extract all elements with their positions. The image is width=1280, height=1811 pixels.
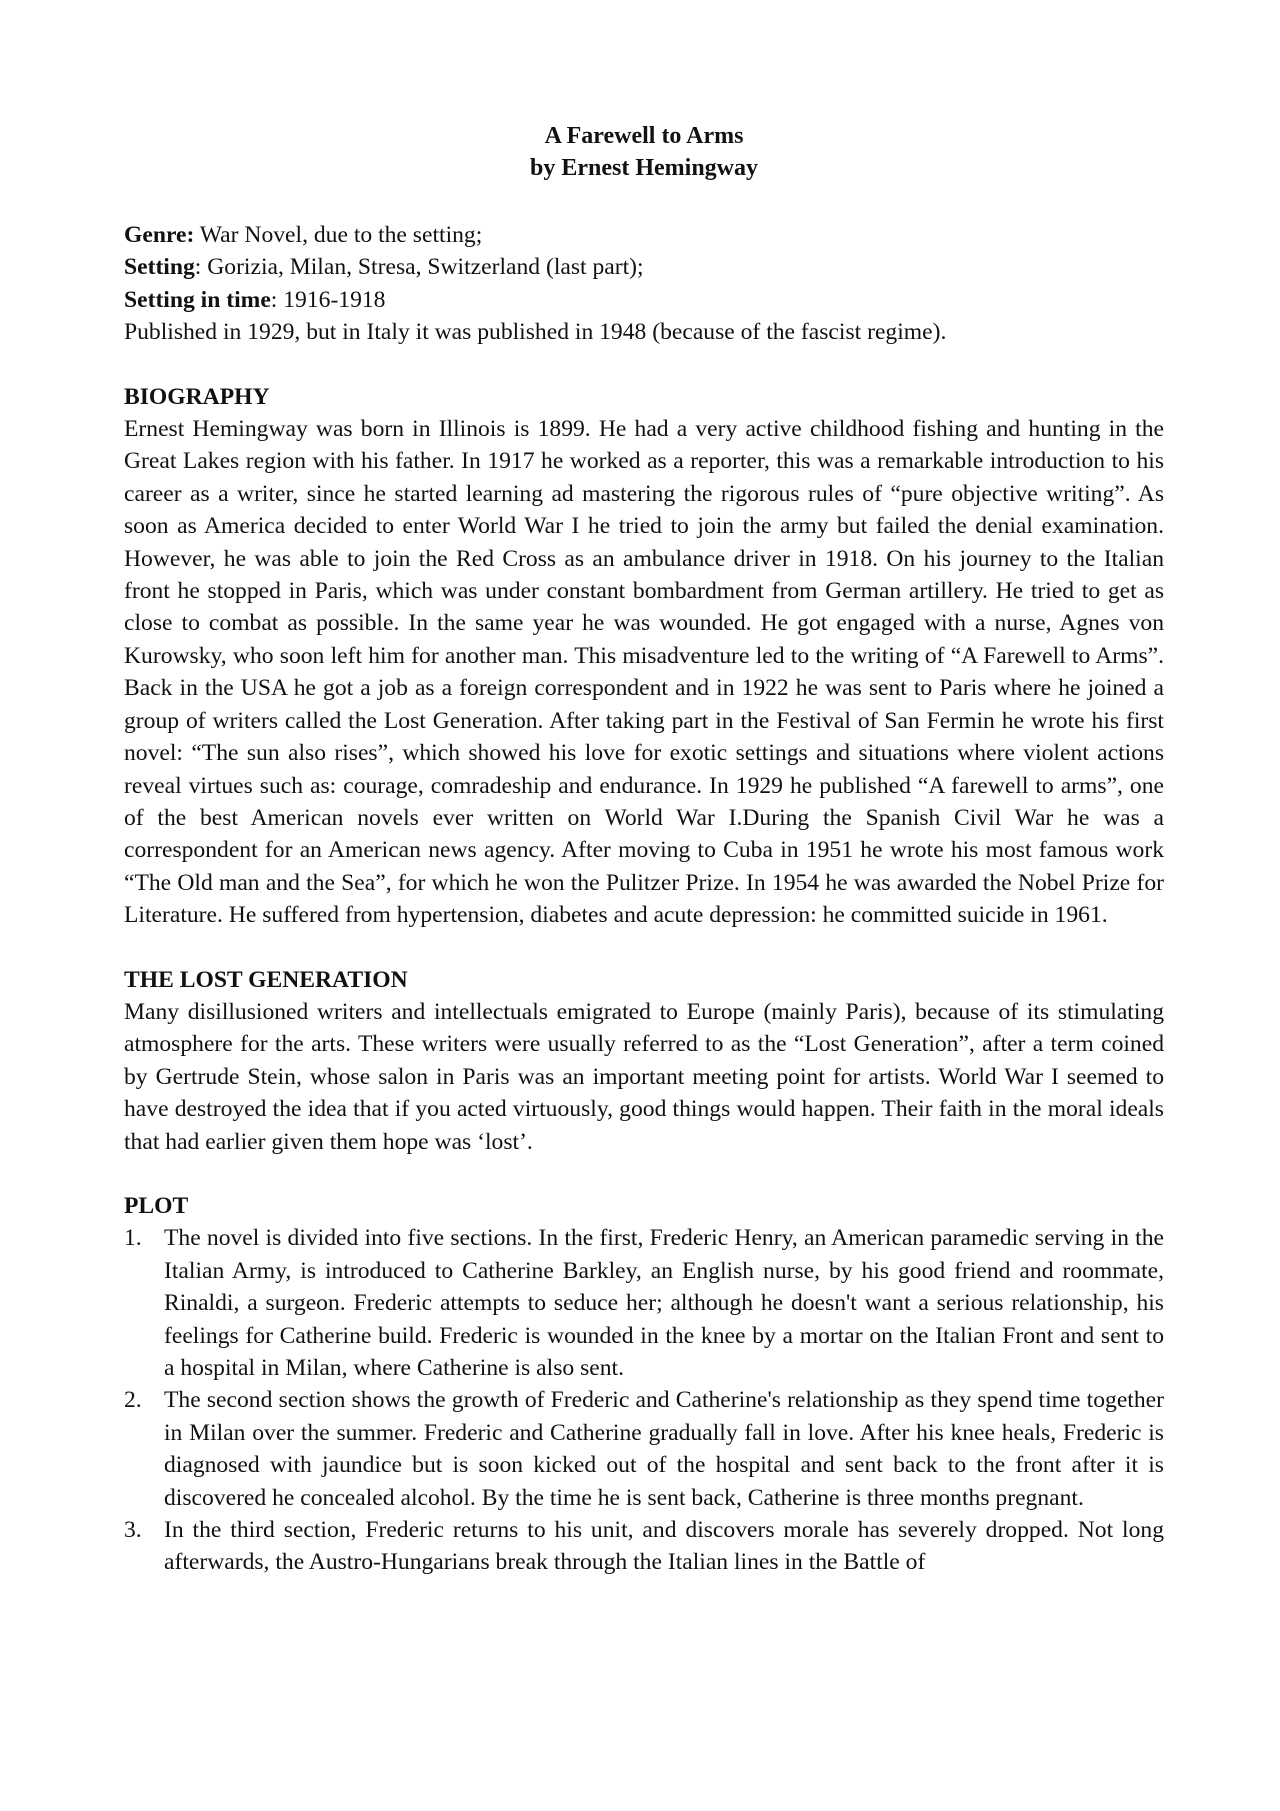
- time-line: [124, 284, 1164, 316]
- lost-generation-text: Many disillusioned writers and intellectuals emigrated to Europe (mainly Paris), because of its stimulating atmosphere for the arts. These writers were usually referred to as the “Lost Generation”, after a term coined by Gertrude Stein, whose salon in Paris was an important meeting point for artists. World War I seemed to have destroyed the idea that if you acted virtuously, good things would happen. Their faith in the moral ideals that had earlier given them hope was ‘lost’.: [124, 998, 1164, 1155]
- plot-item-text: In the third section, Frederic returns to his unit, and discovers morale has severely dropped. Not long afterwards, the Austro-Hungarians break through the Italian lines in the Battle of: [164, 1517, 1164, 1576]
- setting-value: : Gorizia, Milan, Stresa, Switzerland (last part);: [194, 254, 644, 281]
- plot-item-number: 1.: [124, 1225, 142, 1252]
- genre-label: Genre:: [124, 222, 195, 248]
- biography-text: Ernest Hemingway was born in Illinois is 1899. He had a very active childhood fishing and hunting in the Great Lakes region with his father. In 1917 he worked as a reporter, this was a remarkable introduction to his career as a writer, since he started learning ad mastering the rigorous rules of “pure objective writing”. As soon as America decided to enter World War I he tried to join the army but failed the denial examination. However, he was able to join the Red Cross as an ambulance driver in 1918. On his journey to the Italian front he stopped in Paris, which was under constant bombardment from German artillery. He tried to get as close to combat as possible. In the same year he was wounded. He got engaged with a nurse, Agnes von Kurowsky, who soon left him for another man. This misadventure led to the writing of “A Farewell to Arms”. Back in the USA he got a job as a foreign correspondent and in 1922 he was sent to Paris where he joined a group of writers called the Lost Generation. After taking part in the Festival of San Fermin he wrote his first novel: “The sun also rises”, which showed his love for exotic settings and situations where violent actions reveal virtues such as: courage, comradeship and endurance. In 1929 he published “A farewell to arms”, one of the best American novels ever written on World War I.During the Spanish Civil War he was a correspondent for an American news agency. After moving to Cuba in 1951 he wrote his most famous work “The Old man and the Sea”, for which he won the Pulitzer Prize. In 1954 he was awarded the Nobel Prize for Literature. He suffered from hypertension, diabetes and acute depression: he committed suicide in 1961.: [124, 416, 1164, 929]
- book-metadata: [124, 219, 1164, 349]
- genre-value: War Novel, due to the setting;: [194, 222, 483, 248]
- lost-generation-heading: THE LOST GENERATION: [124, 966, 408, 993]
- plot-item: [124, 1514, 1164, 1579]
- setting-label: Setting: [124, 254, 195, 281]
- time-value: : 1916-1918: [270, 286, 386, 313]
- genre-line: [124, 219, 1164, 251]
- plot-item-text: The novel is divided into five sections. In the first, Frederic Henry, an American paramedic serving in the Italian Army, is introduced to Catherine Barkley, an English nurse, by his good friend and roommate, Rinaldi, a surgeon. Frederic attempts to seduce her; although he doesn't want a serious relationship, his feelings for Catherine build. Frederic is wounded in the knee by a mortar on the Italian Front and sent to a hospital in Milan, where Catherine is also sent.: [164, 1225, 1164, 1381]
- setting-line: [124, 251, 1164, 283]
- plot-item-number: 3.: [124, 1517, 142, 1544]
- biography-heading: BIOGRAPHY: [124, 383, 270, 410]
- plot-item: [124, 1384, 1164, 1514]
- plot-section: [124, 1190, 1164, 1579]
- plot-list: [124, 1222, 1164, 1578]
- biography-section: [124, 381, 1164, 932]
- document-author: by Ernest Hemingway: [530, 155, 758, 181]
- plot-item: [124, 1222, 1164, 1384]
- plot-heading: PLOT: [124, 1192, 189, 1219]
- lost-generation-section: [124, 964, 1164, 1158]
- plot-item-number: 2.: [124, 1387, 142, 1414]
- time-label: Setting in time: [124, 286, 271, 313]
- document-title: A Farewell to Arms: [544, 123, 744, 149]
- document-page: [124, 120, 1164, 1579]
- plot-item-text: The second section shows the growth of Frederic and Catherine's relationship as they spend time together in Milan over the summer. Frederic and Catherine gradually fall in love. After his knee heals, Frederic is diagnosed with jaundice but is soon kicked out of the hospital and sent back to the front after it is discovered he concealed alcohol. By the time he is sent back, Catherine is three months pregnant.: [164, 1387, 1164, 1511]
- published-line: Published in 1929, but in Italy it was published in 1948 (because of the fascist regime).: [124, 319, 947, 346]
